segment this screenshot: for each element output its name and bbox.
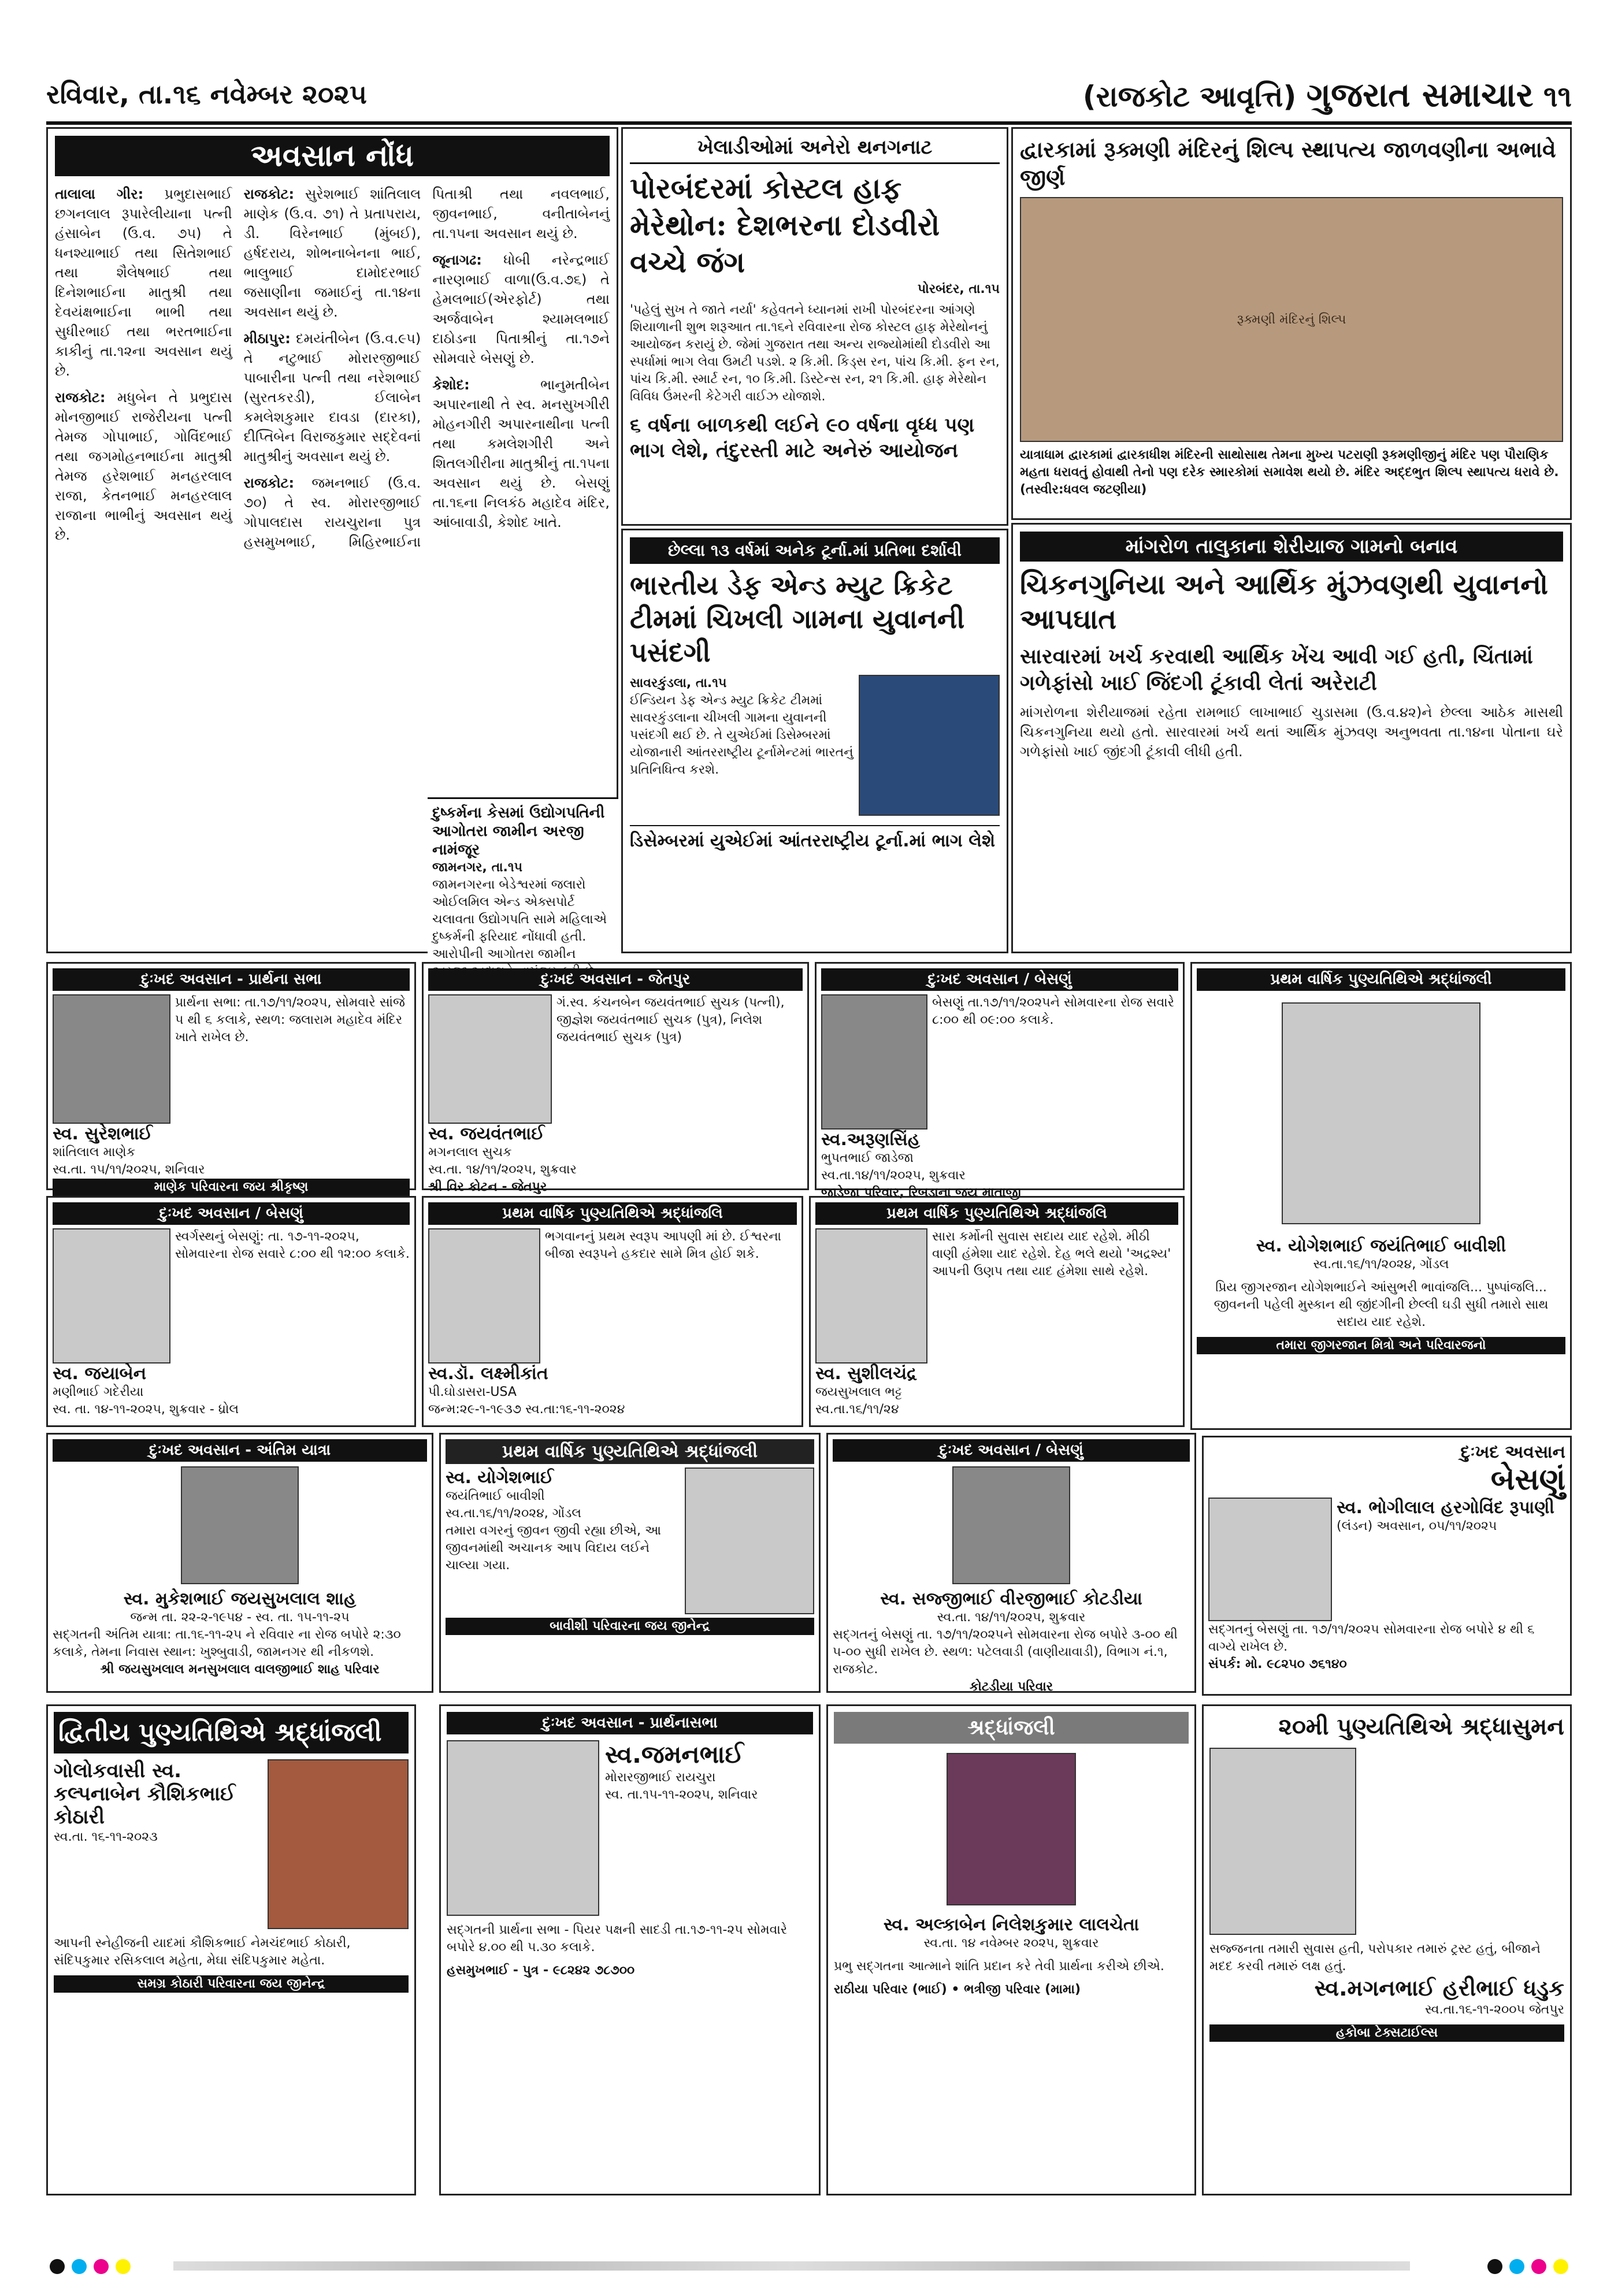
ad-footer: શ્રી જયસુખલાલ મનસુખલાલ વાલજીભાઈ શાહ પરિવાર [100, 1662, 380, 1677]
date-line: (લંડન) અવસાન, ૦૫/૧૧/૨૦૨૫ [1337, 1519, 1497, 1533]
article-headline: દુષ્કર્મના કેસમાં ઉદ્યોગપતિની આગોતરા જામીન અરજી નામંજૂર [432, 804, 605, 859]
article-dwarka [1011, 127, 1572, 520]
ad-footer: જાડેજા પરિવાર, રિબડાના જય માતાજી [821, 1186, 1021, 1200]
registration-dots-left [46, 2259, 134, 2276]
list-item: કેશોદ: ભાનુમતીબેન અપારનાથી તે સ્વ. મનસુખગીરી મોહનગીરી અપારનાથીના પત્ની તથા કમલેશગીરી અને શિતલગીરીના માતુશ્રીનું તા.૧૫ના અવસાન થયું છે. બેસણું તા.૧૬ના નિલકંઠ મહાદેવ મંદિર, આંબાવાડી, કેશોદ ખાતે. [432, 377, 610, 530]
portrait-photo [428, 994, 552, 1124]
deceased-name: સ્વ.ડૉ. લક્ષ્મીકાંત [428, 1364, 548, 1384]
ad-banner: દુઃખદ અવસાન / બેસણું [53, 1202, 410, 1225]
ad-body: તમારા વગરનું જીવન જીવી રહ્યા છીએ, આ જીવનમાંથી અચાનક આપ વિદાય લઈને ચાલ્યા ગયા. [446, 1524, 661, 1573]
deceased-subname: પી.ઘોડાસરા-USA [428, 1385, 517, 1399]
portrait-photo [181, 1466, 299, 1584]
photo-caption: યાત્રાધામ દ્વારકામાં દ્વારકાધીશ મંદિરની સાથોસાથ તેમના મુખ્ય પટરાણી રૂકમણીજીનું મંદિર પણ પૌરાણિક મહતા ધરાવતું હોવાથી તેનો પણ દરેક સ્મારકોમાં સમાવેશ થયો છે. મંદિર અદ્દભુત શિલ્પ સ્થાપત્ય ધરાવે છે. (તસ્વીર:ધવલ જટણીયા) [1020, 448, 1559, 497]
ad-body: સજ્જનતા તમારી સુવાસ હતી, પરોપકાર તમારું ટ્રસ્ટ હતું, બીજાને મદદ કરવી તમારું લક્ષ હતું. [1209, 1942, 1541, 1974]
ad-body: ગં.સ્વ. કંચનબેન જયવંતભાઈ સુચક (પત્ની), જીજ્ઞેશ જયવંતભાઈ સુચક (પુત્ર), નિલેશ જયવંતભાઈ સુચક (પુત્ર) [556, 995, 785, 1045]
article-subhead: ૬ વર્ષના બાળકથી લઈને ૯૦ વર્ષના વૃધ્ધ પણ ભાગ લેશે, તંદુરસ્તી માટે અનેરું આયોજન [630, 414, 975, 462]
portrait-photo [821, 994, 927, 1130]
edition-label: (રાજકોટ આવૃત્તિ) [1082, 80, 1297, 113]
list-item: રાજકોટ: જમનભાઈ (ઉ.વ. ૭૦) તે સ્વ. મોરારજીભાઈ ગોપાલદાસ રાયચુરાના પુત્ર હસમુખભાઈ, મિહિરભાઈના પિતાશ્રી તથા નવલભાઈ, જીવનભાઈ, વનીતાબેનનું તા.૧૫ના અવસાન થયું છે. [243, 186, 610, 550]
deceased-subname: મગનલાલ સુચક [428, 1145, 512, 1160]
list-item: રાજકોટ: સુરેશભાઈ શાંતિલાલ માણેક (ઉ.વ. ૭૧) તે પ્રતાપરાય, ડી. વિરેનભાઈ (મુંબઈ), હર્ષદરાય, શોભનાબેનના ભાઈ, ભાલુભાઈ દામોદરભાઈ જસાણીના જમાઈનું તા.૧૪ના અવસાન થયું છે. [243, 186, 421, 320]
ad-body: સદ્ગતનું બેસણું તા. ૧૭/૧૧/૨૦૨૫ને સોમવારના રોજ બપોરે ૩-૦૦ થી ૫-૦૦ સુધી રાખેલ છે. સ્થળ: પટેલવાડી (વાણીયાવાડી), વિભાગ નં.૧, રાજકોટ. [833, 1628, 1178, 1677]
list-item: જૂનાગઢ: ધોબી નરેન્દ્રભાઈ નારણભાઈ વાળા(ઉ.વ.૭૬) તે હેમલભાઈ(એરફોર્ટ) તથા અર્જવાબેન શ્યામલભાઈ દાઠોડના પિતાશ્રીનું તા.૧૭ને સોમવારે બેસણું છે. [432, 252, 610, 366]
deceased-subname: જયંતિભાઈ બાવીશી [446, 1489, 545, 1503]
ad-tribute [422, 1196, 803, 1427]
page-number: ૧૧ [1543, 80, 1572, 113]
ad-obituary [815, 962, 1185, 1200]
date-line: સ્વ.તા.૧૬/૧૧/૨૦૨૪, ગોંડલ [446, 1506, 582, 1521]
date-line: સ્વ.તા.૧૪/૧૧/૨૦૨૫, શુક્રવાર [821, 1168, 966, 1183]
deceased-name: સ્વ. સજ્જીભાઈ વીરજીભાઈ કોટડીયા [880, 1589, 1142, 1609]
registration-marks [0, 2259, 1618, 2273]
masthead [1083, 75, 1572, 115]
article-kicker: છેલ્લા ૧૩ વર્ષમાં અનેક ટૂર્ના.માં પ્રતિભા દર્શાવી [630, 537, 1000, 564]
article-kicker: ખેલાડીઓમાં અનેરો થનગનાટ [630, 136, 1000, 164]
deceased-name: સ્વ. સુરેશભાઈ [53, 1124, 153, 1144]
deceased-name: ગોલોકવાસી સ્વ. કલ્પનાબેન કૌશિકભાઈ કોઠારી [54, 1759, 236, 1829]
registration-strip [173, 2261, 1410, 2271]
ad-body: સદ્ગતની પ્રાર્થના સભા - પિયર પક્ષની સાદડી તા.૧૭-૧૧-૨૫ સોમવારે બપોરે ૪.૦૦ થી ૫.૩૦ કલાકે. [447, 1923, 788, 1955]
ad-banner: દુઃખદ અવસાન - અંતિમ યાત્રા [53, 1439, 427, 1462]
article-body: જામનગરના બેડેશ્વરમાં જલારો ઓઈલમિલ એન્ડ એક્સપોર્ટ ચલાવતા ઉદ્યોગપતિ સામે મહિલાએ દુષ્કર્મની ફરિયાદ નોંધાવી હતી. આરોપીની આગોતરા જામીન [432, 878, 607, 961]
deceased-name: સ્વ. મુકેશભાઈ જયસુખલાલ શાહ [123, 1589, 357, 1609]
deceased-subname: શાંતિલાલ માણેક [53, 1145, 136, 1160]
ad-banner: પ્રથમ વાર્ષિક પુણ્યતિથિએ શ્રદ્ધાંજલિ [815, 1202, 1178, 1225]
ad-obituary [826, 1433, 1196, 1693]
date-line: સ્વ.તા. ૧૬-૧૧-૨૦૨૩ [54, 1830, 158, 1844]
deceased-subname: મોરારજીભાઈ રાયચુરા [605, 1770, 716, 1785]
ad-banner: દુઃખદ અવસાન - પ્રાર્થનાસભા [447, 1712, 813, 1734]
article-subhead: સારવારમાં ખર્ચ કરવાથી આર્થિક ખેંચ આવી ગઈ હતી, ચિંતામાં ગળેફાંસો ખાઈ જિંદગી ટૂંકાવી લેતાં અરેરાટી [1020, 645, 1533, 695]
ad-tribute [1190, 962, 1572, 1430]
portrait-photo [1209, 1748, 1356, 1935]
ad-obituary [46, 1196, 416, 1427]
deceased-name: સ્વ. જયવંતભાઈ [428, 1124, 545, 1144]
list-item: તાલાલા ગીર: પ્રભુદાસભાઈ છગનલાલ રૂપારેલીયાના પત્ની હંસાબેન (ઉ.વ. ૭૫) તે ધનશ્યાભાઈ તથા સિતેશભાઈ તથા શૈલેષભાઈ તથા દિનેશભાઈના માતુશ્રી તથા દેવયંક્ષભાઈના ભાભી તથા સુધીરભાઈ તથા ભરતભાઈના કાકીનું તા.૧૨ના અવસાન થયું છે. [55, 186, 232, 379]
deceased-name: સ્વ. યોગેશભાઈ જયંતિભાઈ બાવીશી [1256, 1236, 1506, 1256]
ad-obituary [46, 1433, 433, 1693]
article-kicker: માંગરોળ તાલુકાના શેરીયાજ ગામનો બનાવ [1020, 532, 1563, 562]
ad-obituary [422, 962, 809, 1194]
article-fraud [428, 797, 618, 961]
ad-body: પ્રભુ સદ્ગતના આત્માને શાંતિ પ્રદાન કરે તેવી પ્રાર્થના કરીએ છીએ. [834, 1959, 1164, 1974]
date-line: સ્વ.તા. ૧૫/૧૧/૨૦૨૫, શનિવાર [53, 1162, 205, 1177]
ad-footer: હસમુખભાઈ - પુત્ર - ૯૮૨૪૨ ૭૮૭૦૦ [447, 1963, 635, 1978]
article-headline: ભારતીય ડેફ એન્ડ મ્યુટ ક્રિકેટ ટીમમાં ચિખલી ગામના યુવાનની પસંદગી [630, 570, 965, 668]
ad-footer: રાઠીયા પરિવાર (ભાઈ) • ભત્રીજી પરિવાર (મામા) [834, 1982, 1081, 1997]
article-marathon [621, 127, 1008, 526]
portrait-photo [53, 1228, 170, 1364]
ad-body: સ્વર્ગસ્થનું બેસણું: તા. ૧૭-૧૧-૨૦૨૫, સોમવારના રોજ સવારે ૮:૦૦ થી ૧૨:૦૦ કલાકે. [175, 1229, 410, 1261]
portrait-photo [952, 1466, 1070, 1584]
deceased-name: સ્વ.મગનભાઈ હરીભાઈ ધડુક [1314, 1975, 1564, 2001]
portrait-photo [447, 1740, 599, 1916]
ad-obituary [439, 1704, 821, 2195]
date-line: સ્વ.તા.૧૬-૧૧-૨૦૦૫ જેતપુર [1425, 2003, 1564, 2017]
article-headline: દ્વારકામાં રૂક્મણી મંદિરનું શિલ્પ સ્થાપત્ય જાળવણીના અભાવે જીર્ણ [1020, 136, 1556, 190]
ad-body: ભગવાનનું પ્રથમ સ્વરૂપ આપણી માં છે. ઈશ્વરના બીજા સ્વરૂપને હકદાર સામે મિત્ર હોઈ શકે. [545, 1229, 782, 1261]
ad-banner: શ્રદ્ધાંજલી [834, 1712, 1189, 1744]
portrait-photo [947, 1753, 1076, 1905]
ad-tribute [809, 1196, 1185, 1427]
ad-footer: શ્રી વિર કોટન - જેતપુર [428, 1180, 547, 1194]
deceased-subname: જયસુખલાલ ભટ્ટ [815, 1385, 902, 1399]
article-body: માંગરોળના શેરીયાજમાં રહેતા રામભાઈ લાખાભાઈ ચુડાસમા (ઉ.વ.૪૨)ને છેલ્લા આઠેક માસથી ચિકનગુનિયા થયો હતો. સારવારમાં ખર્ચ થતાં આર્થિક મુંઝવણ અનુભવતા તા.૧૪ના પોતાના ઘરે ગળેફાંસો ખાઈ જીંદગી ટૂંકાવી લીધી હતી. [1020, 704, 1563, 760]
ad-body: બેસણું તા.૧૭/૧૧/૨૦૨૫ને સોમવારના રોજ સવારે ૮:૦૦ થી ૦૯:૦૦ કલાકે. [932, 995, 1175, 1027]
ad-tribute [826, 1704, 1196, 2195]
portrait-photo [268, 1759, 409, 1929]
ad-banner: દુઃખદ અવસાન / બેસણું [821, 968, 1178, 991]
article-dateline: સાવરકુંડલા, તા.૧૫ [630, 676, 727, 690]
deceased-name: સ્વ. અલ્કાબેન નિલેશકુમાર લાલચેતા [883, 1915, 1140, 1935]
ad-obituary [46, 962, 416, 1194]
portrait-photo [1208, 1498, 1332, 1621]
list-item: મીઠાપુર: દમયંતીબેન (ઉ.વ.૯૫) તે નટુભાઈ મોરારજીભાઈ પાબારીના પત્ની તથા નરેશભાઈ (સુરતકરડી), ઈલાબેન કમલેશકુમાર દાવડા (દારકા), દીપ્તિબેન વિરાજકુમાર સદ્દેવનાં માતુશ્રીનું અવસાન થયું છે. [243, 330, 421, 465]
ad-banner: દુઃખદ અવસાન [1460, 1442, 1565, 1462]
ad-footer: સમગ્ર કોઠારી પરિવારના જય જીનેન્દ્ર [54, 1975, 409, 1993]
ad-footer: તમારા જીગરજાન મિત્રો અને પરિવારજનો [1197, 1337, 1565, 1354]
deceased-name: સ્વ. ભોગીલાલ હરગોવિંદ રૂપાણી [1337, 1498, 1554, 1518]
deceased-subname: બેસણું [1490, 1462, 1565, 1497]
deceased-name: સ્વ. યોગેશભાઈ [446, 1467, 554, 1488]
article-body: 'પહેલું સુખ તે જાતે નર્યા' કહેવતને ધ્યાનમાં રાખી પોરબંદરના આંગણે શિયાળાની શુભ શરૂઆત તા.૧૬ને રવિવારના રોજ કોસ્ટલ હાફ મેરેથોનનું આયોજન કરાયું છે. જેમાં ગુજરાત તથા અન્ય રાજ્યોમાંથી દોડવીરો આ સ્પર્ધામાં ભાગ લેવા ઉમટી પડશે. ૨ કિ.મી. કિડ્સ રન, પાંચ કિ.મી. ફન રન, પાંચ કિ.મી. સ્માર્ટ રન, ૧૦ કિ.મી. ડિસ્ટેન્સ રન, ૨૧ કિ.મી. હાફ મેરેથોન વિવિધ ઉંમરની કેટેગરી વાઈઝ યોજાશે. [630, 303, 1000, 404]
deceased-subname: મણીભાઈ ગદેરીયા [53, 1385, 144, 1399]
date-line: જન્મ તા. ૨૨-૨-૧૯૫૪ - સ્વ. તા. ૧૫-૧૧-૨૫ [130, 1610, 350, 1625]
list-item: રાજકોટ: મધુબેન તે પ્રભુદાસ મોનજીભાઈ રાજેરીયના પત્ની તેમજ ગોપાભાઈ, ગોવિંદભાઈ તથા જગમોહનભાઈના માતુશ્રી તેમજ હરેશભાઈ મનહરલાલ રાજા, કેતનભાઈ મનહરલાલ રાજાના ભાભીનું અવસાન થયું છે. [55, 389, 232, 543]
obituary-entries [55, 184, 610, 552]
ad-banner: દુઃખદ અવસાન / બેસણું [833, 1439, 1190, 1462]
portrait-photo [685, 1467, 814, 1614]
deceased-name: સ્વ.અરૂણસિંહ [821, 1130, 921, 1150]
article-footer-line: ડિસેમ્બરમાં યુએઈમાં આંતરરાષ્ટ્રીય ટૂર્ના.માં ભાગ લેશે [630, 825, 1000, 851]
date-line: સ્વ.તા. ૧૪/૧૧/૨૦૨૫, શુક્રવાર [937, 1610, 1086, 1625]
ad-tribute [1202, 1704, 1572, 2195]
article-content [630, 675, 1000, 816]
registration-dots-right [1484, 2259, 1572, 2276]
ad-banner: પ્રથમ વાર્ષિક પુણ્યતિથિએ શ્રદ્ધાંજલી [1197, 968, 1565, 991]
portrait-photo [53, 994, 170, 1124]
article-mangrol [1011, 523, 1572, 953]
ad-footer: હકોબા ટેક્સટાઈલ્સ [1209, 2024, 1564, 2042]
portrait-photo [1282, 1002, 1480, 1224]
ad-body: સદ્ગતનું બેસણું તા. ૧૭/૧૧/૨૦૨૫ સોમવારના રોજ બપોરે ૪ થી ૬ વાગ્યે રાખેલ છે. [1208, 1622, 1535, 1654]
ad-tribute [46, 1704, 416, 2195]
ad-body: સદ્ગતની અંતિમ યાત્રા: તા.૧૬-૧૧-૨૫ ને રવિવાર ના રોજ બપોરે ૨:૩૦ કલાકે, તેમના નિવાસ સ્થાન: ખુશ્બુવાડી, જામનગર થી નીકળશે. [53, 1628, 401, 1659]
deceased-name: સ્વ. સુશીલચંદ્ર [815, 1364, 917, 1384]
obituary-title: અવસાન નોંધ [55, 136, 610, 176]
cricketer-photo [859, 675, 1000, 816]
date-line: સ્વ.તા. ૧૪ નવેમ્બર ૨૦૨૫, શુક્રવાર [923, 1936, 1099, 1951]
ad-banner: દ્વિતીય પુણ્યતિથિએ શ્રદ્ધાંજલી [54, 1712, 409, 1753]
article-cricket [621, 529, 1008, 953]
deceased-name: સ્વ.જમનભાઈ [605, 1740, 744, 1769]
ad-banner: પ્રથમ વાર્ષિક પુણ્યતિથિએ શ્રદ્ધાંજલિ [428, 1202, 797, 1225]
date-line: સ્વ. તા.૧૫-૧૧-૨૦૨૫, શનિવાર [605, 1788, 758, 1802]
ad-footer: બાવીશી પરિવારના જય જીનેન્દ્ર [446, 1618, 814, 1635]
date-line: સ્વ.તા.૧૬/૧૧/૨૦૨૪, ગોંડલ [1313, 1257, 1449, 1272]
date-line: જન્મ:૨૯-૧-૧૯૩૭ સ્વ.તા:૧૬-૧૧-૨૦૨૪ [428, 1402, 625, 1417]
temple-photo: રૂક્મણી મંદિરનું શિલ્પ [1020, 197, 1563, 442]
portrait-photo [815, 1228, 927, 1364]
ad-tribute [439, 1433, 821, 1693]
ad-banner: ૨૦મી પુણ્યતિથિએ શ્રદ્ધાસુમન [1278, 1713, 1564, 1740]
deceased-name: સ્વ. જયાબેન [53, 1364, 147, 1384]
date-line: સ્વ. તા. ૧૪-૧૧-૨૦૨૫, શુક્રવાર - ધ્રોલ [53, 1402, 239, 1417]
article-headline: ચિકનગુનિયા અને આર્થિક મુંઝવણથી યુવાનનો આપઘાત [1020, 569, 1548, 636]
ad-banner: પ્રથમ વાર્ષિક પુણ્યતિથિએ શ્રદ્ધાંજલી [446, 1439, 814, 1464]
ad-body: સારા કર્મોની સુવાસ સદાય યાદ રહેશે. મીઠી વાણી હંમેશા યાદ રહેશે. દેહ ભલે થયો 'અદ્રશ્ય' આપની ઉણપ તથા યાદ હંમેશા સાથે રહેશે. [932, 1229, 1171, 1279]
article-headline: પોરબંદરમાં કોસ્ટલ હાફ મેરેથોન: દેશભરના દોડવીરો વચ્ચે જંગ [630, 171, 940, 279]
date-line: સ્વ.તા. ૧૪/૧૧/૨૦૨૫, શુક્રવાર [428, 1162, 577, 1177]
portrait-photo [428, 1228, 540, 1364]
ad-footer: સંપર્ક: મો. ૯૮૨૫૦ ૭૬૧૪૦ [1208, 1657, 1347, 1671]
header-rule [46, 121, 1572, 125]
ad-banner: દુઃખદ અવસાન - જેતપુર [428, 968, 803, 991]
ad-banner: દુઃખદ અવસાન - પ્રાર્થના સભા [53, 968, 410, 991]
newspaper-brand: ગુજરાત સમાચાર [1306, 75, 1534, 114]
page-header [0, 0, 1618, 116]
ad-body: પ્રિય જીગરજાન યોગેશભાઈને આંસુભરી ભાવાંજલિ... પુષ્પાંજલિ... જીવનની પહેલી મુસ્કાન થી જીંદગીની છેલ્લી ઘડી સુધી તમારો સાથ સદાય યાદ રહેશે. [1214, 1280, 1549, 1329]
issue-date: રવિવાર, તા.૧૬ નવેમ્બર ૨૦૨૫ [46, 79, 367, 110]
ad-body: આપની સ્નેહીજની યાદમાં કૌશિકભાઈ નેમચંદભાઈ કોઠારી, સંદિપકુમાર રસિકલાલ મહેતા, મેઘા સંદિપકુમાર મહેતા. [54, 1936, 351, 1968]
deceased-subname: ભુપતભાઈ જાડેજા [821, 1151, 914, 1165]
ad-footer: માણેક પરિવારના જય શ્રીકૃષ્ણ [53, 1179, 410, 1196]
article-dateline: પોરબંદર, તા.૧૫ [917, 282, 1000, 296]
ad-footer: કોટડીયા પરિવાર [969, 1680, 1053, 1694]
article-dateline: જામનગર, તા.૧૫ [432, 860, 523, 875]
article-body: ઈન્ડિયન ડેફ એન્ડ મ્યુટ ક્રિકેટ ટીમમાં સાવરકુંડલાના ચીખલી ગામના યુવાનની પસંદગી થઈ છે. તે યુએઈમાં ડિસેમ્બરમાં યોજાનારી આંતરરાષ્ટ્રીય ટૂર્નામેન્ટમાં ભારતનું પ્રતિનિધિત્વ કરશે. [630, 693, 853, 777]
date-line: સ્વ.તા.૧૬/૧૧/૨૪ [815, 1402, 899, 1417]
ad-obituary [1202, 1436, 1572, 1696]
ad-body: પ્રાર્થના સભા: તા.૧૭/૧૧/૨૦૨૫, સોમવારે સાંજે ૫ થી ૬ કલાકે, સ્થળ: જલારામ મહાદેવ મંદિર ખાતે રાખેલ છે. [175, 995, 405, 1045]
